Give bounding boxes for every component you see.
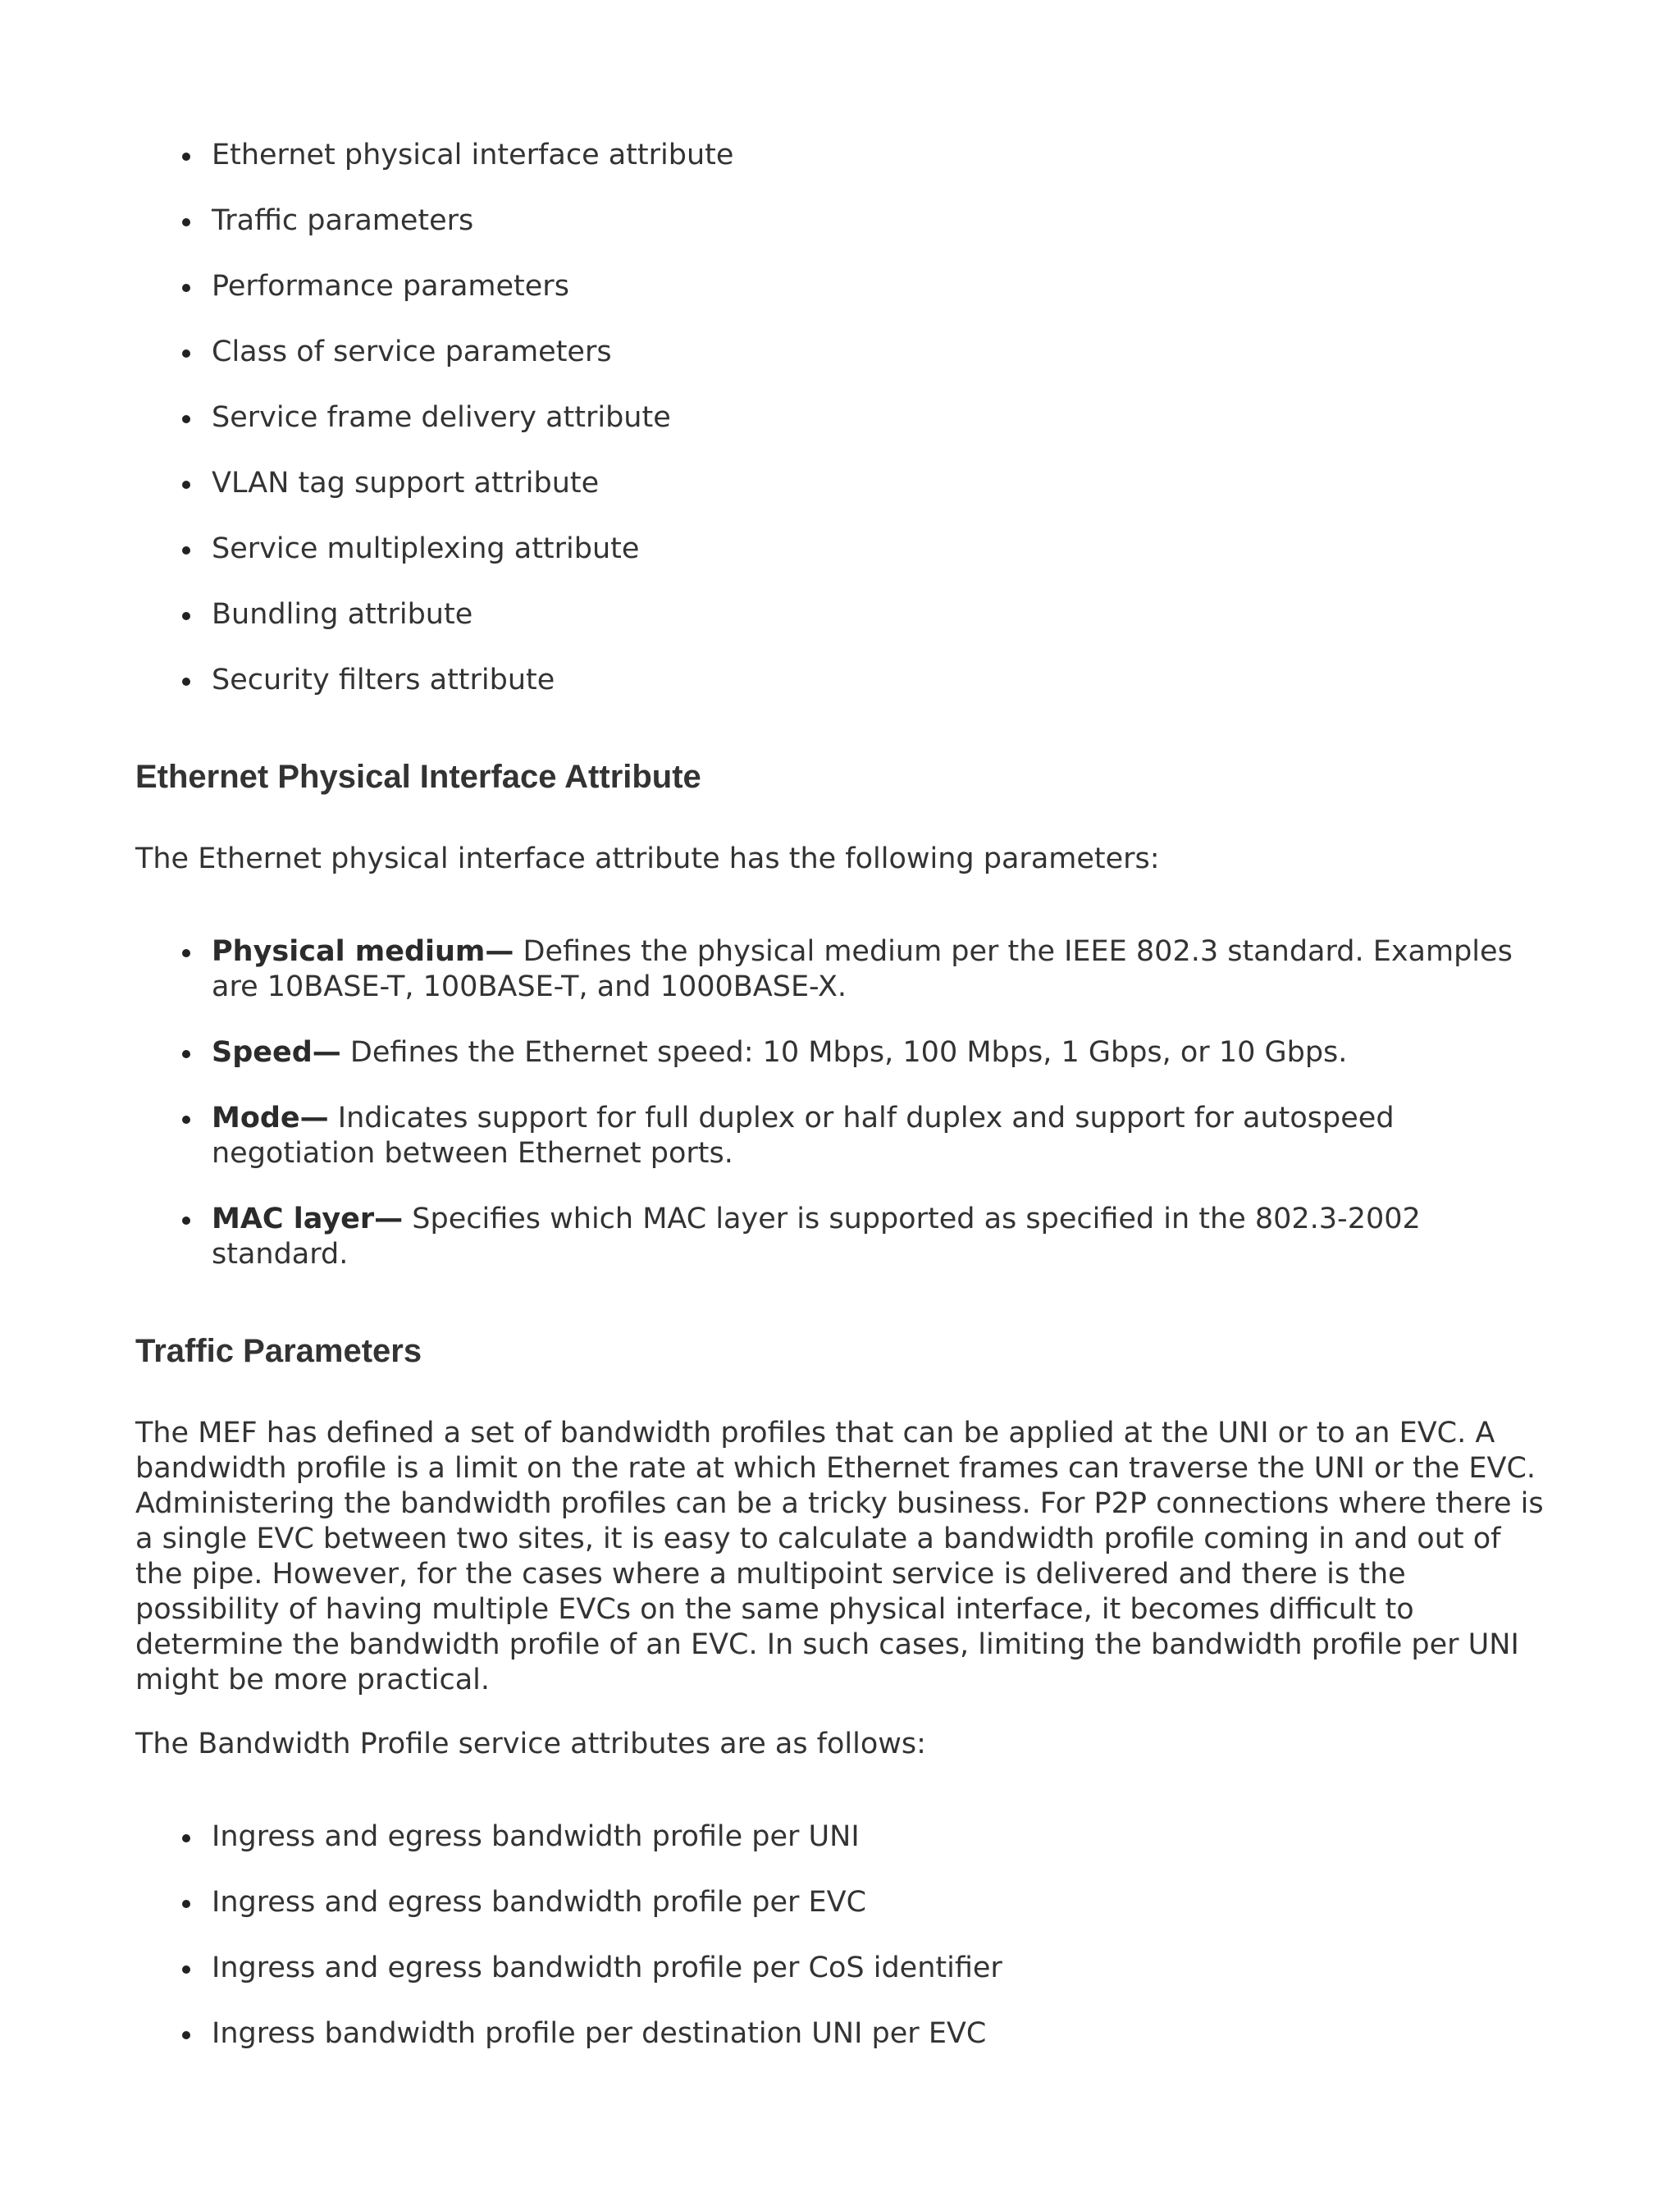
list-item: Ingress bandwidth profile per destination UNI per EVC xyxy=(135,2016,1546,2052)
list-item: Bundling attribute xyxy=(135,597,1546,632)
list-item: Ingress and egress bandwidth profile per CoS identifier xyxy=(135,1951,1546,1986)
param-term: Speed— xyxy=(212,1036,341,1069)
section-heading-ethernet-physical: Ethernet Physical Interface Attribute xyxy=(135,759,701,795)
param-description: Specifies which MAC layer is supported as specified in the 802.3-2002 standard. xyxy=(212,1203,1421,1271)
list-item: Ingress and egress bandwidth profile per EVC xyxy=(135,1885,1546,1920)
bandwidth-profile-list xyxy=(135,1819,1546,2052)
param-description: Indicates support for full duplex or half duplex and support for autospeed negotiation between Ethernet ports. xyxy=(212,1102,1395,1170)
list-item: VLAN tag support attribute xyxy=(135,466,1546,501)
param-term: MAC layer— xyxy=(212,1203,404,1235)
list-item: Class of service parameters xyxy=(135,335,1546,370)
list-item: Ingress and egress bandwidth profile per UNI xyxy=(135,1819,1546,1855)
param-description: Defines the Ethernet speed: 10 Mbps, 100 Mbps, 1 Gbps, or 10 Gbps. xyxy=(340,1036,1348,1069)
attributes-list xyxy=(135,138,1546,698)
ethernet-physical-intro: The Ethernet physical interface attribute has the following parameters: xyxy=(135,842,1160,875)
list-item: Traffic parameters xyxy=(135,203,1546,239)
traffic-parameters-paragraph: The MEF has defined a set of bandwidth profiles that can be applied at the UNI or to an EVC. A bandwidth profile is a limit on the rate at which Ethernet frames can traverse the UNI or the EVC. Administering the bandwidth profiles can be a tricky business. For P2P connections where there is a single EVC between two sites, it is easy to calculate a bandwidth profile coming in and out of the pipe. However, for the cases where a multipoint service is delivered and there is the possibility of having multiple EVCs on the same physical interface, it becomes difficult to determine the bandwidth profile of an EVC. In such cases, limiting the bandwidth profile per UNI might be more practical. xyxy=(135,1417,1544,1696)
bandwidth-profile-intro: The Bandwidth Profile service attributes are as follows: xyxy=(135,1728,926,1760)
list-item: Service multiplexing attribute xyxy=(135,532,1546,567)
list-item xyxy=(135,934,1546,1005)
ethernet-physical-params-list xyxy=(135,934,1546,1272)
section-heading-traffic-parameters: Traffic Parameters xyxy=(135,1333,422,1369)
param-term: Physical medium— xyxy=(212,935,514,968)
list-item xyxy=(135,1202,1546,1272)
list-item xyxy=(135,1101,1546,1171)
param-description: Defines the physical medium per the IEEE 802.3 standard. Examples are 10BASE-T, 100BASE-T, and 1000BASE-X. xyxy=(212,935,1513,1003)
list-item: Performance parameters xyxy=(135,269,1546,304)
param-term: Mode— xyxy=(212,1102,329,1134)
list-item: Service frame delivery attribute xyxy=(135,400,1546,436)
document-page xyxy=(135,123,1546,2082)
list-item: Security filters attribute xyxy=(135,663,1546,698)
list-item xyxy=(135,1035,1546,1071)
list-item: Ethernet physical interface attribute xyxy=(135,138,1546,173)
